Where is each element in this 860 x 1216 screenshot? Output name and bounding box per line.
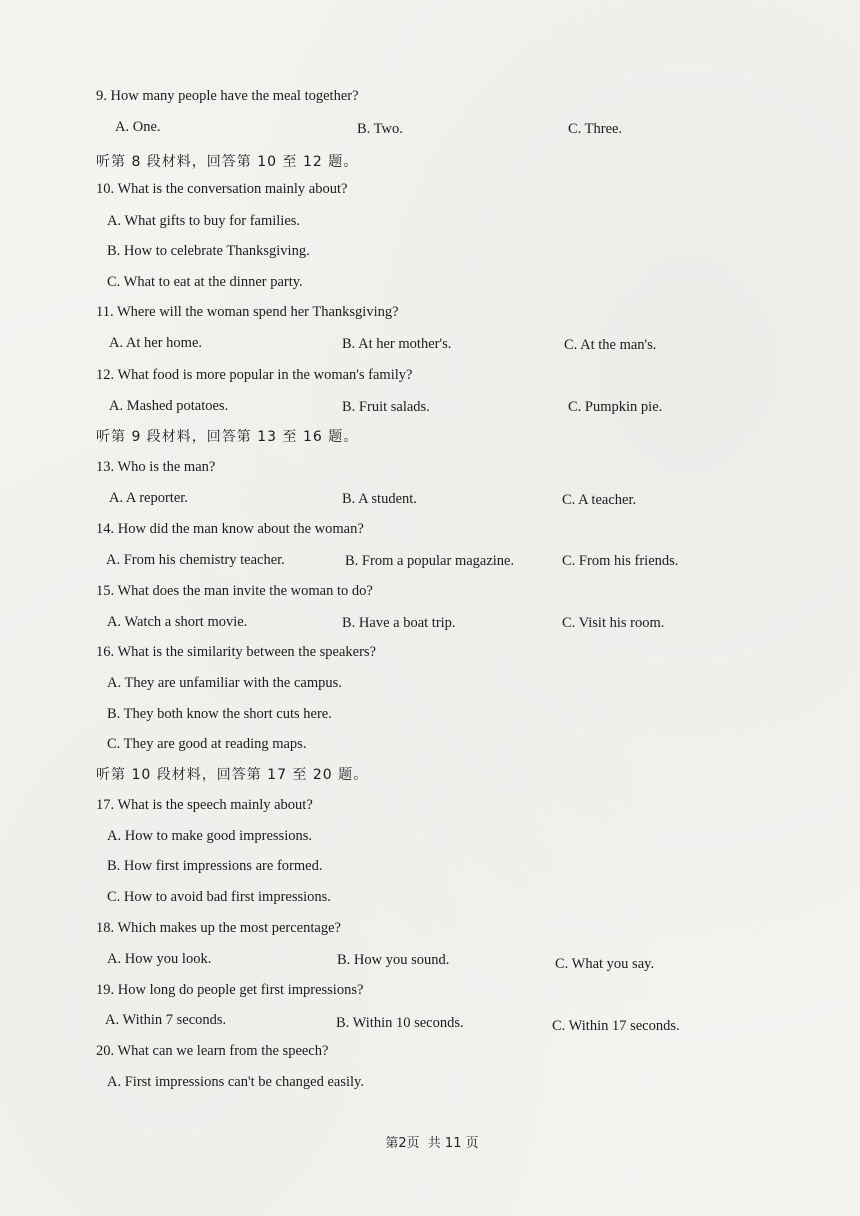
q18-option-a: A. How you look. [107, 951, 212, 967]
q11-option-b: B. At her mother's. [342, 336, 452, 352]
question-17: 17. What is the speech mainly about? [96, 797, 313, 813]
question-10: 10. What is the conversation mainly about? [96, 181, 348, 197]
q19-option-c: C. Within 17 seconds. [552, 1018, 680, 1034]
q19-option-b: B. Within 10 seconds. [336, 1015, 464, 1031]
q13-option-a: A. A reporter. [109, 490, 188, 506]
q9-option-a: A. One. [115, 119, 161, 135]
q19-option-a: A. Within 7 seconds. [105, 1012, 227, 1028]
section-heading-8: 听第 8 段材料，回答第 10 至 12 题。 [96, 154, 359, 170]
q9-option-c: C. Three. [568, 121, 623, 137]
question-12: 12. What food is more popular in the woman's family? [96, 367, 413, 383]
page-number: 第2页 [385, 1136, 420, 1151]
q14-option-a: A. From his chemistry teacher. [106, 552, 285, 568]
q10-option-a: A. What gifts to buy for families. [107, 213, 301, 229]
q10-option-c: C. What to eat at the dinner party. [107, 274, 303, 290]
q16-option-c: C. They are good at reading maps. [107, 736, 307, 752]
question-20: 20. What can we learn from the speech? [96, 1043, 329, 1059]
question-15: 15. What does the man invite the woman to do? [96, 583, 373, 599]
q18-option-b: B. How you sound. [337, 952, 450, 968]
page-total: 共 11 页 [427, 1136, 479, 1151]
question-11: 11. Where will the woman spend her Thanksgiving? [96, 304, 399, 320]
question-19: 19. How long do people get first impressions? [96, 982, 364, 998]
q9-option-b: B. Two. [357, 121, 403, 137]
q15-option-c: C. Visit his room. [562, 615, 665, 631]
q17-option-c: C. How to avoid bad first impressions. [107, 889, 331, 905]
q20-option-a: A. First impressions can't be changed easily. [107, 1074, 364, 1090]
q13-option-b: B. A student. [342, 491, 417, 507]
question-9: 9. How many people have the meal together? [96, 88, 359, 104]
q17-option-b: B. How first impressions are formed. [107, 858, 323, 874]
q18-option-c: C. What you say. [555, 956, 655, 972]
q14-option-b: B. From a popular magazine. [345, 553, 515, 569]
q12-option-c: C. Pumpkin pie. [568, 399, 663, 415]
section-heading-9: 听第 9 段材料，回答第 13 至 16 题。 [96, 429, 359, 445]
question-14: 14. How did the man know about the woman? [96, 521, 364, 537]
q15-option-a: A. Watch a short movie. [107, 614, 248, 630]
q14-option-c: C. From his friends. [562, 553, 679, 569]
q13-option-c: C. A teacher. [562, 492, 637, 508]
q17-option-a: A. How to make good impressions. [107, 828, 312, 844]
question-13: 13. Who is the man? [96, 459, 216, 475]
q16-option-a: A. They are unfamiliar with the campus. [107, 675, 342, 691]
q16-option-b: B. They both know the short cuts here. [107, 706, 332, 722]
q11-option-a: A. At her home. [109, 335, 203, 351]
q10-option-b: B. How to celebrate Thanksgiving. [107, 243, 310, 259]
q11-option-c: C. At the man's. [564, 337, 657, 353]
page-footer [0, 1132, 860, 1151]
q15-option-b: B. Have a boat trip. [342, 615, 456, 631]
q12-option-b: B. Fruit salads. [342, 399, 430, 415]
question-16: 16. What is the similarity between the speakers? [96, 644, 376, 660]
q12-option-a: A. Mashed potatoes. [109, 398, 229, 414]
question-18: 18. Which makes up the most percentage? [96, 920, 341, 936]
section-heading-10: 听第 10 段材料，回答第 17 至 20 题。 [96, 767, 369, 783]
